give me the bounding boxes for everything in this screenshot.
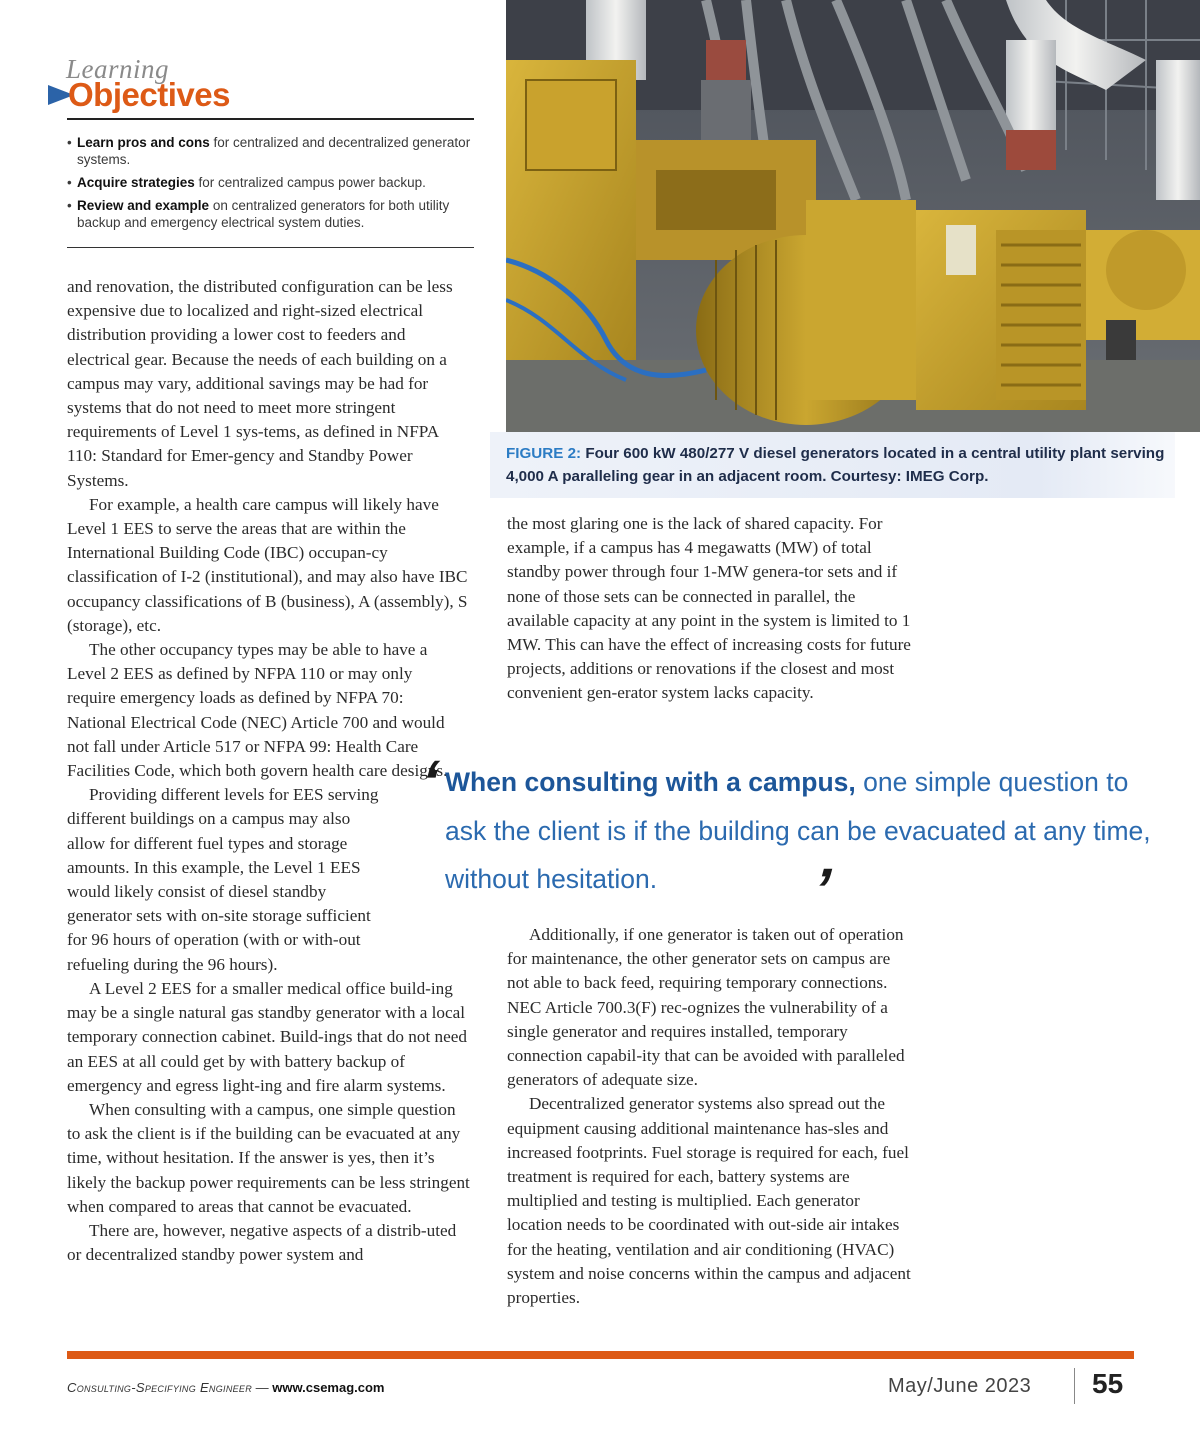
paragraph: When consulting with a campus, one simple question to ask the client is if the building can be evacuated at any time, without hesitation. If the answer is yes, then it’s likely the backup power requirements can be less stringent when compared to areas that cannot be evacuated. — [67, 1099, 470, 1216]
pull-quote-text: one simple question to ask the client is if the building can be evacuated at any time, without hesitation. — [445, 767, 1151, 894]
paragraph: The other occupancy types may be able to have a Level 2 EES as defined by NFPA 110 or may only require emergency loads as defined by NFPA 70: National Electrical Code (NEC) Article 700 and would not fall under Article 517 or NFPA 99: Health Care Facilities Code, which both govern health care designs. — [67, 640, 448, 781]
generator-photo — [506, 0, 1200, 432]
objectives-bottom-rule — [67, 247, 474, 248]
pull-quote-lead: When consulting with a campus, — [445, 767, 856, 797]
objective-item: • Learn pros and cons for centralized and decentralized generator systems. — [67, 134, 477, 168]
objective-item: • Acquire strategies for centralized campus power backup. — [67, 174, 477, 191]
objective-item: • Review and example on centralized generators for both utility backup and emergency electrical system duties. — [67, 197, 477, 231]
open-quote-icon: ‘ — [413, 748, 448, 815]
objectives-list — [67, 134, 477, 237]
page-number: 55 — [1092, 1368, 1124, 1399]
footer-divider — [1074, 1368, 1075, 1404]
figure-caption — [490, 432, 1175, 498]
learning-word: Learning — [66, 54, 170, 84]
paragraph: For example, a health care campus will likely have Level 1 EES to serve the areas that are within the International Building Code (IBC) occupan-cy classification of I-2 (institutional), and may also have IBC occupancy classifications of B (business), A (assembly), S (storage), etc. — [67, 494, 468, 635]
figure-caption-text: Four 600 kW 480/277 V diesel generators located in a central utility plant serving 4,000 A paralleling gear in an adjacent room. Courtesy: IMEG Corp. — [506, 445, 1165, 485]
objectives-word: Objectives — [68, 76, 230, 113]
footer-accent-bar — [67, 1351, 1134, 1359]
left-column — [67, 275, 472, 1267]
right-column-bottom — [507, 923, 913, 1310]
objectives-top-rule — [67, 118, 474, 120]
paragraph: A Level 2 EES for a smaller medical office build-ing may be a single natural gas standby generator with a local temporary connection cabinet. Build-ings that do not need an EES at all could get by with battery backup of emergency and egress light-ing and fire alarm systems. — [67, 978, 467, 1095]
paragraph: Additionally, if one generator is taken out of operation for maintenance, the other generator sets on campus are not able to back feed, requiring temporary connections. NEC Article 700.3(F) rec-ognizes the vulnerability of a single generator and requires installed, temporary connection capabil-ity that can be avoided with paralleled generators of adequate size. — [507, 925, 905, 1090]
figure-label: FIGURE 2: — [506, 445, 582, 462]
paragraph: and renovation, the distributed configuration can be less expensive due to localized and right-sized electrical distribution providing a lower cost to feeders and electrical gear. Because the needs of each building on a campus may vary, additional savings may be had for systems that do not need to meet more stringent requirements of Level 1 sys-tems, as defined in NFPA 110: Standard for Emer-gency and Standby Power Systems. — [67, 277, 453, 490]
close-quote-icon: ’ — [805, 856, 840, 923]
learning-objectives-header — [48, 52, 478, 116]
footer-separator: — — [252, 1380, 273, 1395]
footer-publication — [67, 1380, 385, 1395]
publication-name: Consulting-Specifying Engineer — [67, 1380, 253, 1395]
pull-quote — [445, 758, 1165, 904]
issue-date: May/June 2023 — [888, 1375, 1032, 1397]
paragraph: the most glaring one is the lack of shared capacity. For example, if a campus has 4 megawatts (MW) of total standby power through four 1-MW genera-tor sets and if none of those sets can be connected in parallel, the available capacity at any point in the system is limited to 1 MW. This can have the effect of increasing costs for future projects, additions or renovations if the closest and most convenient gen-erator system lacks capacity. — [507, 514, 911, 703]
paragraph: Decentralized generator systems also spread out the equipment causing additional maintenance has-sles and increased footprints. Fuel storage is required for each, fuel treatment is required for each, battery systems are multiplied and testing is multiplied. Each generator location needs to be coordinated with out-side air intakes for the heating, ventilation and air conditioning (HVAC) system and noise concerns within the campus and adjacent properties. — [507, 1094, 911, 1308]
right-column-top — [507, 512, 912, 706]
paragraph: There are, however, negative aspects of a distrib-uted or decentralized standby power system and — [67, 1220, 457, 1265]
website-link[interactable]: www.csemag.com — [272, 1380, 385, 1395]
paragraph: Providing different levels for EES serving different buildings on a campus may also allow for different fuel types and storage amounts. In this example, the Level 1 EES would likely consist of diesel standby generator sets with on-site storage sufficient for 96 hours of operation (with or with-out refueling during the 96 hours). — [67, 785, 379, 974]
